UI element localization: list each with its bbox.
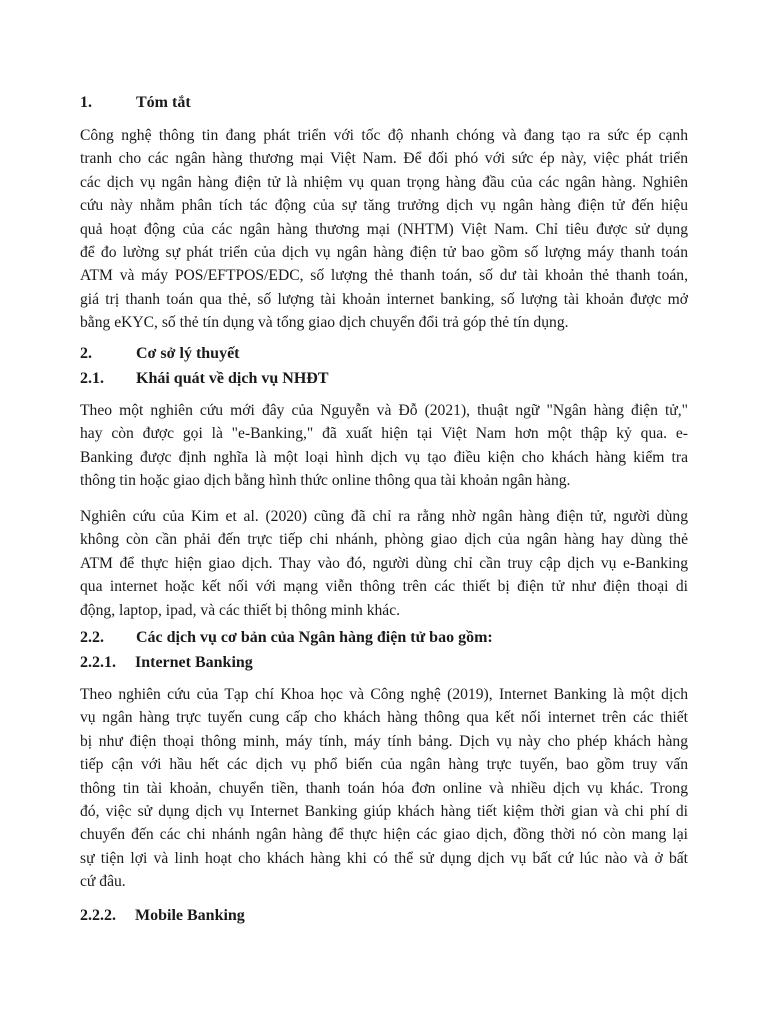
- text-line: tiếp cận với hầu hết các dịch vụ phổ biến của ngân hàng trực tuyến, bao gồm truy vấn: [80, 756, 688, 774]
- text-line: vụ ngân hàng trực tuyến cung cấp cho khách hàng thông qua kết nối internet trên các thiết: [80, 709, 688, 727]
- text-line: giá trị thanh toán qua thẻ, số lượng tài khoản internet banking, số lượng tài khoản được mở: [80, 290, 688, 308]
- section-heading-2-2: [80, 629, 493, 647]
- text-line: Công nghệ thông tin đang phát triển với tốc độ nhanh chóng và đang tạo ra sức ép cạnh: [80, 127, 688, 144]
- section-title: Internet Banking: [135, 654, 253, 671]
- text-line: tranh cho các ngân hàng thương mại Việt Nam. Để đối phó với sức ép này, việc phát triển: [80, 150, 688, 168]
- text-line: ATM để thực hiện giao dịch. Thay vào đó, người dùng chỉ cần truy cập dịch vụ e-Banking: [80, 554, 688, 572]
- text-line: qua internet hoặc kết nối với mạng viễn thông trên các thiết bị điện tử như điện thoại di: [80, 578, 688, 596]
- text-line: quả hoạt động của các ngân hàng thương mại (NHTM) Việt Nam. Chỉ tiêu được sử dụng: [80, 220, 688, 238]
- section-heading-2-2-1: [80, 654, 253, 672]
- section-number: 2.2.1.: [80, 654, 116, 671]
- paragraph-summary: [80, 124, 688, 335]
- section-number: 2.2.2.: [80, 907, 116, 924]
- paragraph-kim-study: [80, 505, 688, 622]
- text-line: các dịch vụ ngân hàng điện tử là nhiệm vụ quan trọng hàng đầu của các ngân hàng. Nghiên: [80, 173, 688, 191]
- text-line: chuyển đến các chi nhánh ngân hàng để thực hiện các giao dịch, đồng thời nó còn mang lại: [80, 826, 688, 844]
- section-heading-2-1: [80, 370, 328, 388]
- section-number: 2.1.: [80, 370, 104, 387]
- text-line: ATM và máy POS/EFTPOS/EDC, số lượng thẻ thanh toán, số dư tài khoản thẻ thanh toán,: [80, 267, 688, 285]
- text-line: thông tin hoặc giao dịch bằng hình thức online thông qua tài khoản ngân hàng.: [80, 472, 571, 490]
- text-line: bị như điện thoại thông minh, máy tính, máy tính bảng. Dịch vụ này cho phép khách hàng: [80, 732, 688, 750]
- section-number: 2.: [80, 345, 92, 362]
- text-line: cứ đâu.: [80, 873, 126, 891]
- text-line: để đo lường sự phát triển của dịch vụ ngân hàng điện tử bao gồm số lượng máy thanh toán: [80, 243, 688, 261]
- paragraph-internet-banking: [80, 683, 688, 894]
- text-line: Theo nghiên cứu của Tạp chí Khoa học và Công nghệ (2019), Internet Banking là một dịch: [80, 686, 688, 703]
- paragraph-ebanking-definition: [80, 399, 688, 493]
- text-line: động, laptop, ipad, và các thiết bị thông minh khác.: [80, 601, 401, 619]
- text-line: sự tiện lợi và linh hoạt cho khách hàng khi có thể sử dụng dịch vụ bất cứ lúc nào và ở bất: [80, 849, 688, 867]
- section-title: Mobile Banking: [135, 907, 245, 924]
- section-heading-2-2-2: [80, 907, 245, 925]
- text-line: Banking được định nghĩa là một loại hình dịch vụ tạo điều kiện cho khách hàng kiểm tra: [80, 448, 688, 466]
- text-line: không còn cần phải đến trực tiếp chi nhánh, phòng giao dịch của ngân hàng hay dùng thẻ: [80, 531, 688, 549]
- section-number: 1.: [80, 94, 92, 111]
- text-line: cứu này nhằm phân tích tác động của sự tăng trưởng dịch vụ ngân hàng điện tử đến hiệu: [80, 197, 688, 215]
- section-title: Tóm tắt: [136, 94, 191, 111]
- section-title: Cơ sở lý thuyết: [136, 345, 240, 362]
- text-line: Theo một nghiên cứu mới đây của Nguyễn và Đỗ (2021), thuật ngữ "Ngân hàng điện tử,": [80, 402, 688, 419]
- section-title: Khái quát về dịch vụ NHĐT: [136, 370, 329, 387]
- section-heading-1: [80, 94, 191, 112]
- text-line: đó, việc sử dụng dịch vụ Internet Banking giúp khách hàng tiết kiệm thời gian và chi phí di: [80, 802, 688, 820]
- text-line: bằng eKYC, số thẻ tín dụng và tổng giao dịch chuyển đổi trả góp thẻ tín dụng.: [80, 314, 569, 332]
- text-line: hay còn được gọi là "e-Banking," đã xuất hiện tại Việt Nam hơn một thập kỷ qua. e-: [80, 425, 688, 443]
- text-line: Nghiên cứu của Kim et al. (2020) cũng đã chỉ ra rằng nhờ ngân hàng điện tử, người dùng: [80, 508, 688, 525]
- text-line: thông tin tài khoản, chuyển tiền, thanh toán hóa đơn online và nhiều dịch vụ khác. Trong: [80, 779, 688, 797]
- section-title: Các dịch vụ cơ bản của Ngân hàng điện tử bao gồm:: [136, 629, 493, 646]
- section-number: 2.2.: [80, 629, 104, 646]
- section-heading-2: [80, 345, 240, 363]
